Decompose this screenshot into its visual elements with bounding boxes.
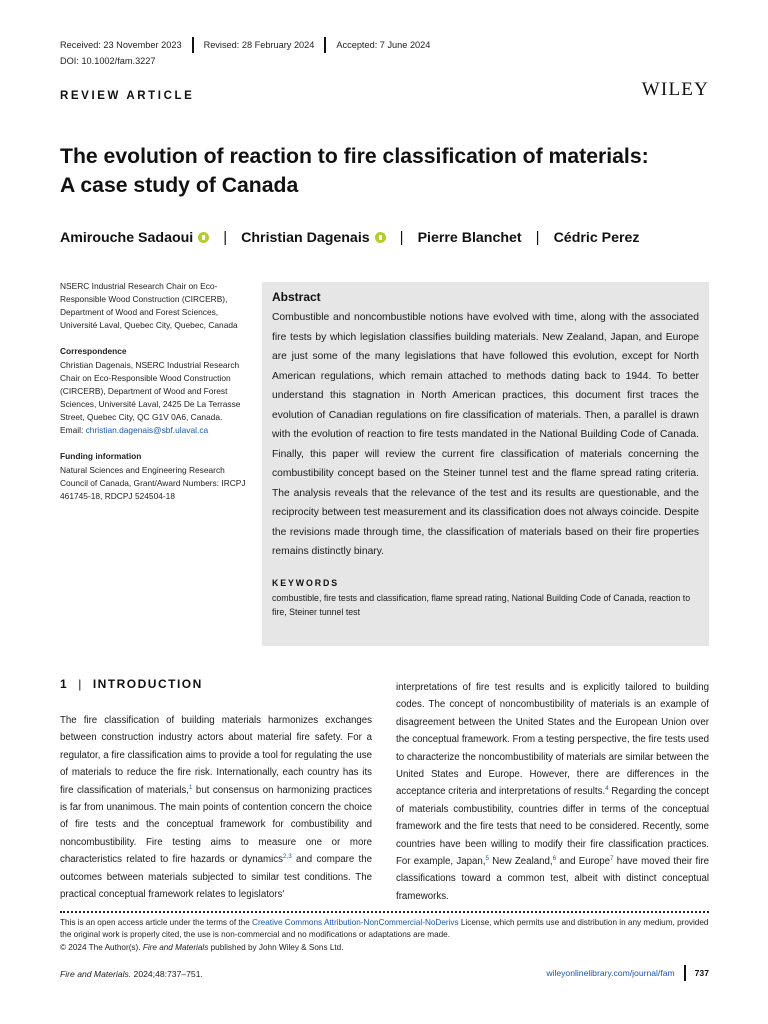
article-type: REVIEW ARTICLE <box>60 90 195 102</box>
copyright-text: published by John Wiley & Sons Ltd. <box>208 942 344 952</box>
body-text: Regarding the concept of materials combustibility, countries differ in terms of the conceptual framework and the fire tests that need to be considered. Recently, some countries have been willing to modify their fire classification practices. For example, Japan, <box>396 786 709 868</box>
article-dates <box>60 37 430 53</box>
accepted-date: Accepted: 7 June 2024 <box>336 40 431 50</box>
date-divider <box>192 37 194 53</box>
page-number: 737 <box>694 968 709 978</box>
body-text: and Europe <box>556 856 611 868</box>
correspondence-label: Correspondence <box>60 346 127 356</box>
footer-journal: Fire and Materials. <box>60 969 132 979</box>
email-link[interactable]: christian.dagenais@sbf.ulaval.ca <box>85 425 209 435</box>
author-name[interactable]: Pierre Blanchet <box>417 229 522 246</box>
footer-right <box>546 965 709 981</box>
footer-divider <box>684 965 686 981</box>
author-separator: | <box>399 229 404 246</box>
section-separator: | <box>78 677 83 691</box>
journal-url-link[interactable]: wileyonlinelibrary.com/journal/fam <box>546 968 675 978</box>
body-text: but consensus on harmonizing practices is far from unanimous. The main points of contention concern the choice of fire tests and the conceptual framework for combustibility and noncombustibility. Fire testing aims to measure one or more characteristics related to fire hazards or dynamics <box>60 784 372 866</box>
reference-link[interactable]: 1 <box>188 783 193 791</box>
keywords: combustible, fire tests and classification, flame spread rating, National Building Code of Canada, reaction to fire, Steiner tunnel test <box>272 592 691 617</box>
footer-volume: 2024;48:737–751. <box>131 969 203 979</box>
received-date: Received: 23 November 2023 <box>60 40 182 50</box>
license-link[interactable]: Creative Commons Attribution-NonCommercial-NoDerivs <box>252 918 459 927</box>
correspondence <box>60 345 250 437</box>
body-column-right <box>396 679 709 905</box>
body-text: and compare the outcomes between materials subjected to similar test conditions. The practical conceptual framework relates to legislators' <box>60 854 372 901</box>
author-separator: | <box>535 229 540 246</box>
publisher-logo: WILEY <box>641 79 709 100</box>
funding-text: Natural Sciences and Engineering Research Council of Canada, Grant/Award Numbers: IRCPJ 461745-18, RDCPJ 524504-18 <box>60 465 246 501</box>
author-info-column <box>60 280 250 516</box>
funding-information <box>60 450 250 503</box>
reference-link[interactable]: 5 <box>485 855 489 863</box>
orcid-icon[interactable] <box>375 232 386 243</box>
keywords-heading: KEYWORDS <box>272 577 340 588</box>
body-text: New Zealand, <box>488 856 553 868</box>
body-text: have moved their fire classifications toward a common test, albeit with distinct conceptual frameworks. <box>396 856 709 902</box>
body-column-left <box>60 712 372 903</box>
footnote-divider <box>60 911 709 913</box>
reference-link[interactable]: 4 <box>605 785 609 793</box>
reference-link[interactable]: 6 <box>552 855 557 863</box>
body-text: The fire classification of building materials harmonizes exchanges between construction industry actors about material fire safety. For a regulator, a fire classification aims to provide a tool for regulating the use of materials to reduce the fire risk. Internationally, each country has its fire classification of materials, <box>60 715 372 796</box>
license-text: License, which permits use and distribution in any medium, provided the original work is properly cited, the use is non-commercial and no modifications or adaptations are made. <box>60 918 709 940</box>
section-number: 1 <box>60 677 69 691</box>
author-name[interactable]: Amirouche Sadaoui <box>60 229 194 246</box>
reference-link[interactable]: 2,3 <box>282 853 292 861</box>
doi[interactable]: DOI: 10.1002/fam.3227 <box>60 56 156 66</box>
title-line: A case study of Canada <box>60 174 299 197</box>
reference-link[interactable]: 7 <box>610 855 614 863</box>
revised-date: Revised: 28 February 2024 <box>203 40 315 50</box>
author-name[interactable]: Cédric Perez <box>553 229 640 246</box>
affiliation: NSERC Industrial Research Chair on Eco-Responsible Wood Construction (CIRCERB), Department of Wood and Forest Sciences, Université Laval, Quebec City, Quebec, Canada <box>60 281 238 330</box>
author-list <box>60 229 640 246</box>
body-text: interpretations of fire test results and is explicitly tailored to building codes. The concept of noncombustibility of materials is an example of disagreement between the United States and the European Union over the conceptual framework. From a testing perspective, the fire tests used to characterize the noncombustibility of materials are similar between the United States and Europe. However, there are differences in the acceptance criteria and interpretations of results. <box>396 682 709 798</box>
email-label: Email: <box>60 425 86 435</box>
orcid-icon[interactable] <box>198 232 209 243</box>
funding-label: Funding information <box>60 451 142 461</box>
section-heading <box>60 677 203 691</box>
author-name[interactable]: Christian Dagenais <box>241 229 370 246</box>
section-title: INTRODUCTION <box>92 677 203 691</box>
journal-name: Fire and Materials <box>142 942 209 952</box>
correspondence-text: Christian Dagenais, NSERC Industrial Research Chair on Eco-Responsible Wood Construction (CIRCERB), Department of Wood and Forest Sciences, Université Laval, 2425 De La Terrasse Street, Quebec City, QC G1V 0A6, Canada. <box>60 360 241 422</box>
title-line: The evolution of reaction to fire classification of materials: <box>60 145 649 168</box>
copyright-text: © 2024 The Author(s). <box>60 942 143 952</box>
abstract-heading: Abstract <box>272 290 321 304</box>
footer-citation <box>60 969 203 979</box>
license-text: This is an open access article under the terms of the <box>60 918 253 927</box>
license-notice <box>60 917 709 954</box>
abstract-box <box>262 282 709 646</box>
author-separator: | <box>223 229 228 246</box>
paper-title <box>60 142 700 200</box>
abstract-text: Combustible and noncombustible notions have evolved with time, along with the associated fire tests by which legislation classifies building materials. New Zealand, Japan, and Europe are just some of the many legislations that have followed this evolution, except for North American regulations, which remain attached to methods dating back to 1944. To better understand this stagnation in North American practices, this document first traces the evolution of Canadian regulations on fire classification of materials. Then, a parallel is drawn with the evolution of reaction to fire tests mandated in the National Building Code of Canada. Finally, this paper will review the current fire classification of materials concerning the combustibility concept based on the Steiner tunnel test and the flame spread rating criteria. The analysis reveals that the relevance of the test and its results are questionable, and the reciprocity between test measurement and its classification does not always coincide. Despite the revisions made through time, the classification of materials based on their fire properties remains distinctly binary. <box>272 312 699 557</box>
date-divider <box>324 37 326 53</box>
